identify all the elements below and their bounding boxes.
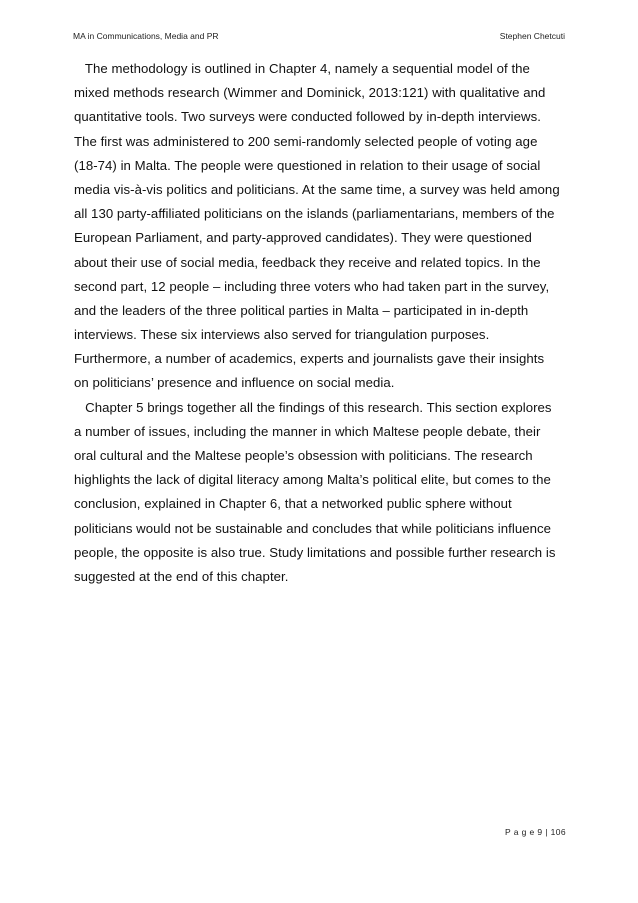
text-line: media vis-à-vis politics and politicians. At the same time, a survey was held among [74,181,560,197]
text-line: Chapter 5 brings together all the findings of this research. This section explores [74,399,552,415]
text-line: conclusion, explained in Chapter 6, that a networked public sphere without [74,496,512,512]
text-line: second part, 12 people – including three voters who had taken part in the survey, [74,278,550,294]
text-line: (18-74) in Malta. The people were questioned in relation to their usage of social [74,157,541,173]
text-line: The methodology is outlined in Chapter 4, namely a sequential model of the [74,61,530,76]
text-line: quantitative tools. Two surveys were conducted followed by in-depth interviews. [74,109,541,125]
text-line: politicians would not be sustainable and concludes that while politicians influence [74,520,551,536]
header-course-title: MA in Communications, Media and PR [73,31,219,41]
text-line: highlights the lack of digital literacy among Malta’s political elite, but comes to the [74,472,551,488]
text-line: and the leaders of the three political parties in Malta – participated in in-depth [74,302,529,318]
header-author: Stephen Chetcuti [499,31,565,41]
text-line: on politicians’ presence and influence on social media. [74,375,395,391]
text-line: suggested at the end of this chapter. [74,568,289,584]
page-number: P a g e 9 | 106 [505,827,566,837]
page-header [73,31,565,45]
text-line: all 130 party-affiliated politicians on the islands (parliamentarians, members of the [74,206,555,222]
text-line: a number of issues, including the manner in which Maltese people debate, their [74,423,541,439]
text-line: interviews. These six interviews also served for triangulation purposes. [74,327,490,343]
text-line: oral cultural and the Maltese people’s obsession with politicians. The research [74,448,533,463]
text-line: The first was administered to 200 semi-randomly selected people of voting age [74,133,538,149]
text-line: people, the opposite is also true. Study limitations and possible further research is [74,544,556,560]
text-line: European Parliament, and party-approved candidates). They were questioned [74,230,532,246]
body-text [74,57,564,589]
text-line: about their use of social media, feedback they receive and related topics. In the [74,254,541,270]
text-line: Furthermore, a number of academics, experts and journalists gave their insights [74,351,545,367]
text-line: mixed methods research (Wimmer and Dominick, 2013:121) with qualitative and [74,85,546,101]
